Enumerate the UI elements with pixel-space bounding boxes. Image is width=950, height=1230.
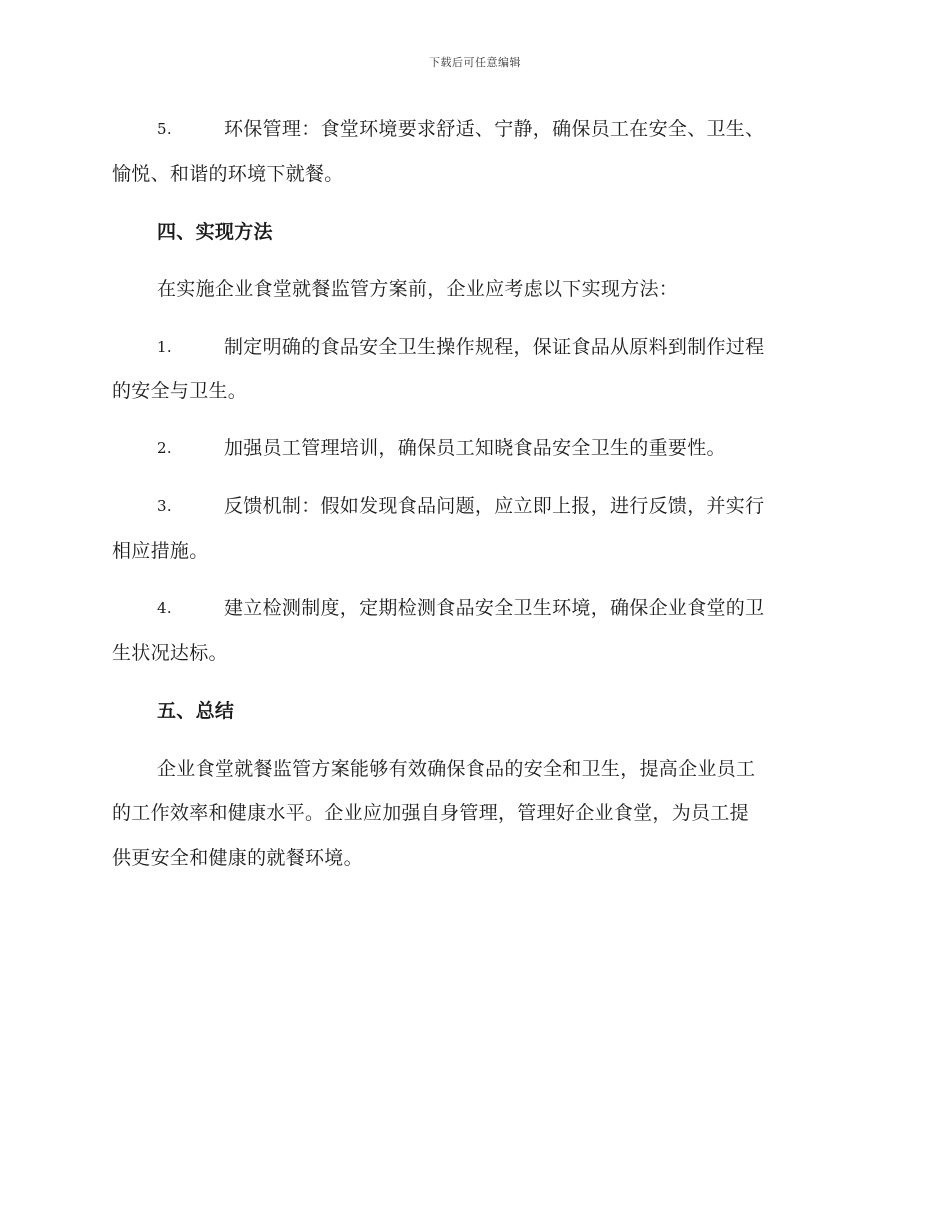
list-text-continuation: 的安全与卫生。 [112,380,248,402]
list-number: 5. [157,120,172,138]
list-text-continuation: 愉悦、和谐的环境下就餐。 [112,163,344,185]
list-number: 1. [157,338,172,356]
list-text: 制定明确的食品安全卫生操作规程，保证食品从原料到制作过程 [224,336,765,358]
list-text: 建立检测制度，定期检测食品安全卫生环境，确保企业食堂的卫 [224,597,765,619]
list-text: 环保管理：食堂环境要求舒适、宁静，确保员工在安全、卫生、 [224,118,765,140]
list-text-continuation: 相应措施。 [112,540,209,562]
list-number: 4. [157,599,172,617]
list-text: 反馈机制：假如发现食品问题，应立即上报，进行反馈，并实行 [224,495,765,517]
list-text-continuation: 生状况达标。 [112,642,228,664]
page-header: 下载后可任意编辑 [429,56,521,69]
list-number: 2. [157,439,172,457]
list-number: 3. [157,497,172,515]
list-text: 加强员工管理培训，确保员工知晓食品安全卫生的重要性。 [224,437,726,459]
document-page: 下载后可任意编辑 5. 环保管理：食堂环境要求舒适、宁静，确保员工在安全、卫生、 愉悦、和谐的环境下就餐。 四、实现方法 在实施企业食堂就餐监管方案前，企业应考虑以下实现方法： 1. 制定明确的食品安全卫生操作规程，保证食品从原料到制作过程 的安全与卫生。 2. 加强员工管理培训，确保员工知晓食品安全卫生的重要性。 3. 反馈机制：假如发现食品问题，应立即上报，进行反馈，并实行 相应措施。 4. 建立检测制度，定期检测食品安全卫生环境，确保企业食堂的卫 生状况达标。 五、总结 企业食堂就餐监管方案能够有效确保食品的安全和卫生，提高企业员工 的工作效率和健康水平。企业应加强自身管理，管理好企业食堂，为员工提 供更安全和健康的就餐环境。 [0,0,950,1230]
